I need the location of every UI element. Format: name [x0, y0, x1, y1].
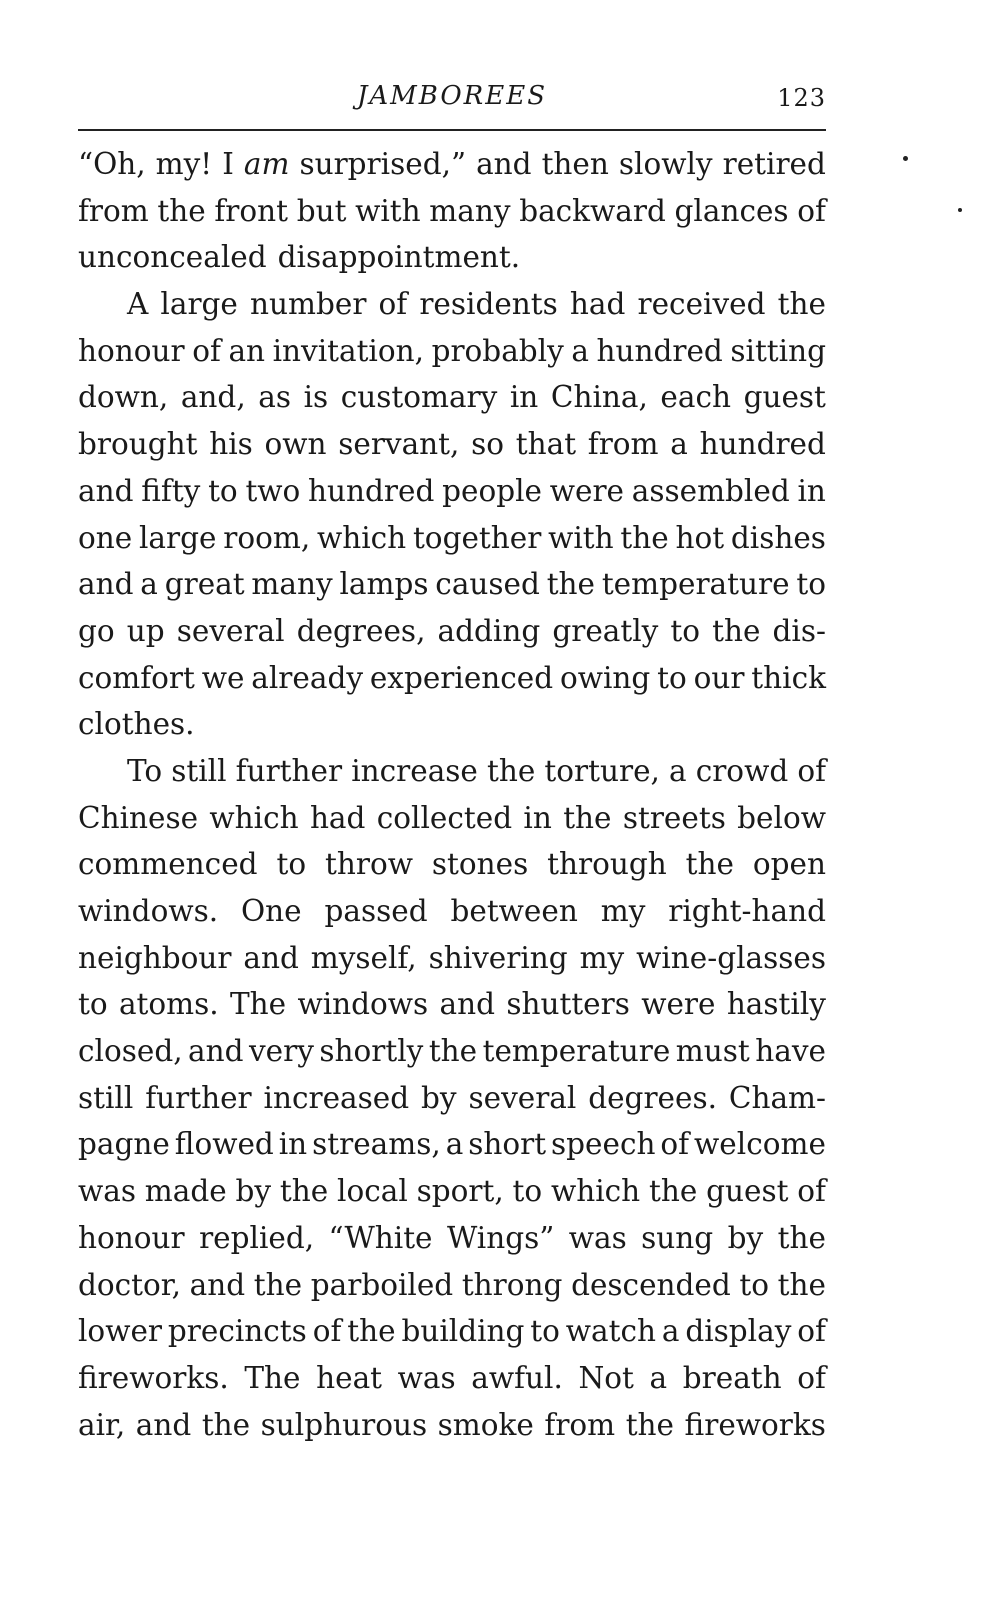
word: and — [189, 1267, 246, 1302]
text-line — [78, 1168, 826, 1215]
word: from — [544, 1407, 616, 1442]
text-line — [78, 1262, 826, 1309]
word: sitting — [730, 333, 826, 368]
word: and — [78, 567, 134, 602]
text-line — [78, 1028, 826, 1075]
word: shivering — [428, 940, 568, 975]
word: disappointment. — [277, 240, 521, 275]
word: shutters — [506, 987, 630, 1022]
word: The — [229, 987, 287, 1022]
word: to — [276, 847, 307, 882]
word: the — [685, 847, 734, 882]
word: a — [669, 753, 687, 788]
word: which — [550, 1174, 641, 1209]
word: caused — [435, 567, 540, 602]
word: neighbour — [78, 940, 232, 975]
word: our — [693, 660, 745, 695]
word: by — [421, 1080, 457, 1115]
word: an — [228, 333, 266, 368]
word: crowd — [695, 753, 789, 788]
word: so — [471, 427, 505, 462]
word: go — [78, 613, 115, 648]
text-line — [78, 421, 826, 468]
word: the — [648, 1174, 698, 1209]
word: with — [355, 193, 421, 228]
word: as — [258, 380, 291, 415]
word: right-hand — [668, 894, 826, 928]
text-line — [78, 841, 826, 888]
word: in — [509, 380, 539, 415]
word: a — [140, 567, 158, 602]
text-line — [78, 1308, 826, 1355]
word: further — [235, 753, 343, 788]
word: guest — [706, 1174, 789, 1209]
word: and, — [180, 380, 246, 415]
word: from — [587, 427, 659, 462]
text-line — [78, 655, 826, 702]
word: must — [675, 1034, 750, 1069]
word: the — [620, 520, 669, 555]
word: a — [571, 333, 589, 368]
word: of — [192, 333, 221, 368]
word: local — [337, 1174, 408, 1209]
word: invitation, — [272, 333, 424, 368]
running-head — [78, 76, 826, 116]
word: servant, — [338, 427, 460, 462]
word: to — [78, 987, 108, 1022]
text-line — [78, 234, 826, 281]
word: the — [347, 1314, 396, 1349]
word: the — [253, 1267, 303, 1302]
word: lamps — [339, 567, 429, 602]
word: windows. — [78, 894, 219, 928]
word: to — [739, 1267, 770, 1302]
word: were — [641, 987, 716, 1022]
word: Wings” — [446, 1220, 555, 1255]
word: collected — [376, 800, 513, 835]
word: number — [250, 287, 367, 322]
word: clothes. — [78, 707, 195, 742]
word: “Oh, — [78, 147, 146, 181]
word: in — [523, 800, 552, 835]
word: fireworks — [684, 1407, 826, 1442]
word: degrees. — [588, 1080, 717, 1115]
word: to — [512, 1174, 543, 1209]
word: through — [547, 847, 667, 882]
word: owing — [559, 660, 651, 695]
word: the — [777, 1220, 826, 1255]
word: room, — [223, 520, 311, 555]
word: my — [579, 940, 625, 975]
word: pagne — [78, 1127, 170, 1162]
word: have — [755, 1034, 826, 1069]
word: guest — [743, 380, 826, 415]
word: increased — [263, 1080, 410, 1115]
word: which — [209, 800, 299, 835]
text-line — [78, 328, 826, 375]
word: was — [568, 1220, 627, 1255]
word: front — [214, 193, 289, 228]
word: we — [201, 660, 245, 695]
word: by — [727, 1220, 764, 1255]
word: already — [251, 660, 364, 695]
word: Cham- — [728, 1080, 826, 1115]
word: wine-glasses — [636, 940, 826, 975]
word: and — [188, 1034, 244, 1069]
word: large — [160, 287, 238, 322]
word: display — [685, 1314, 792, 1349]
text-line — [78, 188, 826, 235]
margin-speck — [903, 156, 908, 161]
word: sung — [641, 1220, 714, 1255]
word: smoke — [437, 1407, 534, 1442]
word: hastily — [726, 987, 826, 1022]
word: brought — [78, 427, 198, 462]
word: am — [243, 147, 290, 181]
word: many — [429, 193, 511, 228]
word: replied, — [199, 1220, 315, 1255]
word: and — [476, 147, 532, 181]
word: of — [797, 1314, 826, 1349]
word: unconcealed — [78, 240, 267, 275]
word: dis- — [772, 613, 826, 648]
word: but — [296, 193, 347, 228]
word: the — [428, 1034, 478, 1069]
word: windows — [297, 987, 429, 1022]
word: retired — [722, 147, 826, 181]
word: two — [245, 473, 301, 508]
word: further — [145, 1080, 252, 1115]
word: Not — [578, 1360, 634, 1395]
word: which — [316, 520, 407, 555]
text-line — [78, 281, 826, 328]
word: China, — [550, 380, 648, 415]
word: the — [777, 1267, 826, 1302]
word: many — [251, 567, 333, 602]
word: sulphurous — [260, 1407, 428, 1442]
word: of — [660, 1127, 690, 1162]
text-line — [78, 1355, 826, 1402]
word: people — [442, 473, 542, 508]
word: residents — [419, 287, 558, 322]
word: customary — [340, 380, 498, 415]
word: the — [279, 1174, 329, 1209]
word: own — [264, 427, 327, 462]
word: the — [201, 1407, 251, 1442]
word: One — [240, 894, 302, 928]
word: that — [515, 427, 577, 462]
word: of — [797, 1360, 826, 1395]
word: the — [157, 193, 206, 228]
word: heat — [316, 1360, 383, 1395]
word: To — [127, 753, 163, 788]
word: each — [660, 380, 731, 415]
text-line — [78, 1121, 826, 1168]
body-text — [78, 141, 826, 1448]
text-line — [78, 141, 826, 188]
word: closed, — [78, 1034, 183, 1069]
word: to — [657, 660, 687, 695]
word: adding — [437, 613, 541, 648]
word: throng — [461, 1267, 563, 1302]
word: parboiled — [310, 1267, 454, 1302]
word: awful. — [471, 1360, 563, 1395]
word: of — [797, 193, 826, 228]
word: air, — [78, 1407, 126, 1442]
running-title: JAMBOREES — [356, 81, 548, 111]
paragraph — [78, 748, 826, 1448]
word: backward — [519, 193, 666, 228]
word: increase — [351, 753, 478, 788]
word: experienced — [369, 660, 554, 695]
word: temperature — [482, 1034, 671, 1069]
word: of — [797, 753, 826, 788]
word: down, — [78, 380, 169, 415]
text-line — [78, 374, 826, 421]
word: by — [235, 1174, 272, 1209]
word: atoms. — [118, 987, 219, 1022]
text-line — [78, 561, 826, 608]
text-line — [78, 935, 826, 982]
word: hundred — [699, 427, 826, 462]
word: a — [445, 1127, 464, 1162]
word: several — [176, 613, 285, 648]
word: was — [78, 1174, 136, 1209]
word: shortly — [319, 1034, 424, 1069]
word: a — [649, 1360, 668, 1395]
word: in — [797, 473, 826, 508]
word: hot — [675, 520, 725, 555]
word: to — [796, 567, 826, 602]
paragraph — [78, 141, 826, 281]
text-line — [78, 795, 826, 842]
word: fifty — [141, 473, 201, 508]
text-line — [78, 1075, 826, 1122]
word: to — [670, 613, 701, 648]
word: assembled — [631, 473, 790, 508]
word: and — [135, 1407, 192, 1442]
word: the — [712, 613, 761, 648]
word: between — [450, 894, 578, 928]
word: honour — [78, 1220, 185, 1255]
word: short — [468, 1127, 547, 1162]
word: still — [78, 1080, 134, 1115]
word: a — [670, 427, 688, 462]
word: I — [222, 147, 234, 181]
word: comfort — [78, 660, 195, 695]
word: the — [563, 800, 612, 835]
word: his — [209, 427, 253, 462]
word: and — [243, 940, 299, 975]
word: together — [412, 520, 542, 555]
word: The — [244, 1360, 301, 1395]
word: and — [78, 473, 134, 508]
text-line — [78, 888, 826, 935]
word: my — [600, 894, 646, 928]
word: from — [78, 193, 149, 228]
word: fireworks. — [78, 1360, 229, 1395]
text-line — [78, 701, 826, 748]
word: the — [546, 567, 596, 602]
word: sport, — [416, 1174, 504, 1209]
word: of — [312, 1314, 342, 1349]
word: large — [138, 520, 217, 555]
word: had — [569, 287, 626, 322]
word: received — [637, 287, 766, 322]
word: passed — [324, 894, 428, 928]
word: and — [439, 987, 495, 1022]
word: open — [752, 847, 826, 882]
word: lower — [78, 1314, 163, 1349]
text-line — [78, 468, 826, 515]
word: degrees, — [296, 613, 426, 648]
word: then — [541, 147, 609, 181]
word: “White — [328, 1220, 433, 1255]
word: temperature — [601, 567, 790, 602]
word: speech — [551, 1127, 656, 1162]
margin-speck — [958, 208, 962, 212]
word: welcome — [694, 1127, 826, 1162]
word: in — [278, 1127, 308, 1162]
word: the — [777, 287, 826, 322]
word: with — [548, 520, 614, 555]
word: thick — [751, 660, 826, 695]
word: hundred — [308, 473, 435, 508]
text-line — [78, 1402, 826, 1449]
word: dishes — [730, 520, 826, 555]
header-rule — [78, 129, 826, 131]
word: was — [397, 1360, 456, 1395]
word: still — [171, 753, 227, 788]
word: one — [78, 520, 133, 555]
word: below — [737, 800, 826, 835]
word: throw — [325, 847, 413, 882]
word: several — [468, 1080, 577, 1115]
word: my! — [155, 147, 213, 181]
word: glances — [674, 193, 789, 228]
word: myself, — [310, 940, 417, 975]
word: torture, — [544, 753, 660, 788]
word: slowly — [618, 147, 713, 181]
word: the — [486, 753, 536, 788]
word: is — [303, 380, 329, 415]
word: great — [164, 567, 245, 602]
word: A — [127, 287, 149, 322]
word: doctor, — [78, 1267, 182, 1302]
word: the — [625, 1407, 675, 1442]
word: honour — [78, 333, 185, 368]
text-line — [78, 608, 826, 655]
word: to — [530, 1314, 560, 1349]
text-line — [78, 981, 826, 1028]
word: breath — [682, 1360, 782, 1395]
text-line — [78, 1215, 826, 1262]
text-line — [78, 515, 826, 562]
word: surprised,” — [299, 147, 467, 181]
word: watch — [565, 1314, 656, 1349]
text-line — [78, 748, 826, 795]
word: had — [309, 800, 366, 835]
word: were — [549, 473, 625, 508]
word: Chinese — [78, 800, 199, 835]
word: hundred — [596, 333, 723, 368]
word: a — [661, 1314, 680, 1349]
word: descended — [571, 1267, 731, 1302]
word: probably — [431, 333, 564, 368]
word: flowed — [174, 1127, 274, 1162]
word: to — [208, 473, 238, 508]
word: precincts — [167, 1314, 307, 1349]
word: of — [378, 287, 408, 322]
word: building — [401, 1314, 525, 1349]
word: commenced — [78, 847, 258, 882]
word: stones — [431, 847, 529, 882]
word: streets — [622, 800, 726, 835]
word: of — [797, 1174, 826, 1209]
word: up — [126, 613, 165, 648]
page-number: 123 — [777, 84, 826, 112]
word: very — [249, 1034, 314, 1069]
word: greatly — [552, 613, 659, 648]
paragraph — [78, 281, 826, 748]
word: streams, — [312, 1127, 441, 1162]
word: made — [144, 1174, 227, 1209]
